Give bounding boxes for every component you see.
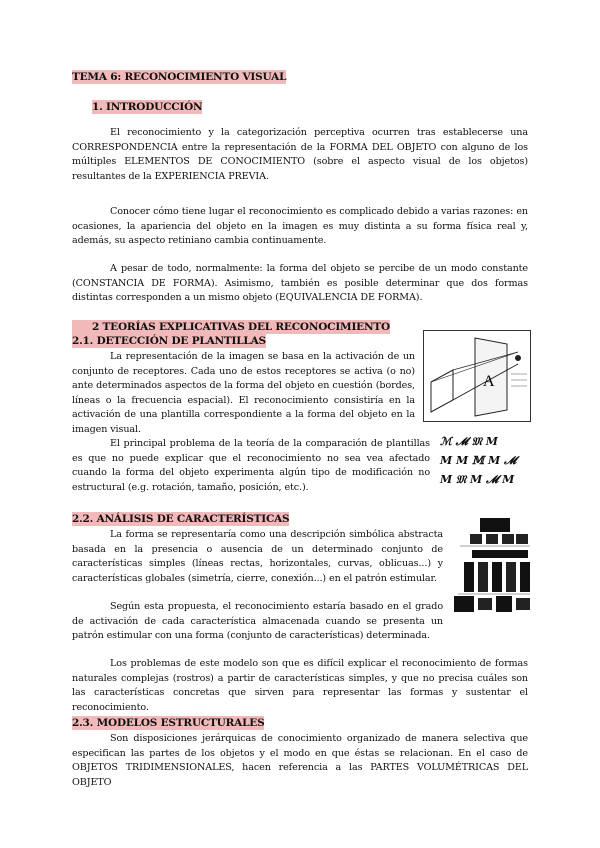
intro-paragraph-2-text: Conocer cómo tiene lugar el reconocimiento es complicado debido a varias razones: en ocasiones, la apariencia del objeto en la imagen es muy distinta a su forma física real y, además, su aspecto retiniano cambia continuamente. — [72, 206, 528, 246]
features-paragraph-1-text: La forma se representaría como una descripción simbólica abstracta basada en la presencia o ausencia de un determinado conjunto de características simples (líneas rectas, horizontales, curvas, oblicuas...) y características globales (simetría, cierre, conexión...) en el patrón estimular. — [72, 529, 443, 584]
templates-paragraph-1 — [72, 350, 415, 437]
section-2-3-heading: 2.3. MODELOS ESTRUCTURALES — [72, 717, 265, 729]
letter-variations-row: M 𝔐 M 𝓜 M — [440, 473, 515, 486]
features-paragraph-3 — [72, 657, 528, 715]
section-1-heading: 1. INTRODUCCIÓN — [92, 101, 203, 113]
section-2-heading: 2 TEORÍAS EXPLICATIVAS DEL RECONOCIMIENTO — [72, 320, 390, 334]
document-title: TEMA 6: RECONOCIMIENTO VISUAL — [72, 71, 287, 83]
features-paragraph-2 — [72, 600, 443, 644]
intro-paragraph-3 — [72, 262, 528, 306]
features-paragraph-2-text: Según esta propuesta, el reconocimiento estaría basado en el grado de activación de cada característica almacenada cuando se presenta un patrón estimular con una forma (conjunto de características) determinada. — [72, 601, 443, 641]
section-2-1-heading: 2.1. DETECCIÓN DE PLANTILLAS — [72, 335, 266, 347]
intro-paragraph-1 — [72, 126, 528, 184]
feature-analysis-figure — [450, 516, 532, 616]
features-paragraph-3-text: Los problemas de este modelo son que es difícil explicar el reconocimiento de formas naturales complejas (rostros) a partir de características simples, y que no precisa cuáles son las características concretas que sirven para representar las formas y sustentar el reconocimiento. — [72, 658, 528, 713]
templates-paragraph-2-text: El principal problema de la teoría de la comparación de plantillas es que no puede explicar que el reconocimiento no sea vea afectado cuando la forma del objeto experimenta algún tipo de modificación no estructural (e.g. rotación, tamaño, posición, etc.). — [72, 438, 430, 493]
features-paragraph-1 — [72, 528, 443, 586]
intro-paragraph-2 — [72, 205, 528, 249]
templates-paragraph-1-text: La representación de la imagen se basa en la activación de un conjunto de receptores. Cada uno de estos receptores se activa (o no) ante determinados aspectos de la forma del objeto en cuestión (bordes, líneas o la frecuencia espacial). El reconocimiento consistiría en la activación de una plantilla correspondiente a la forma del objeto en la imagen visual. — [72, 351, 415, 435]
intro-paragraph-1-text: El reconocimiento y la categorización perceptiva ocurren tras establecerse una CORRESPONDENCIA entre la representación de la FORMA DEL OBJETO con alguno de los múltiples ELEMENTOS DE CONOCIMIENTO (sobre el aspecto visual de los objetos) resultantes de la EXPERIENCIA PREVIA. — [72, 127, 528, 182]
figure-letter: A — [483, 373, 495, 390]
letter-variations-row: ℳ 𝓜 𝔐 M — [440, 435, 498, 448]
structural-paragraph-1 — [72, 732, 528, 790]
intro-paragraph-3-text: A pesar de todo, normalmente: la forma del objeto se percibe de un modo constante (CONSTANCIA DE FORMA). Asimismo, también es posible determinar que dos formas distintas corresponden a un mismo objeto (EQUIVALENCIA DE FORMA). — [72, 263, 528, 303]
structural-paragraph-1-text: Son disposiciones jerárquicas de conocimiento organizado de manera selectiva que especifican las partes de los objetos y el modo en que éstas se relacionan. En el caso de OBJETOS TRIDIMENSIONALES, hacen referencia a las PARTES VOLUMÉTRICAS DEL OBJETO — [72, 733, 528, 788]
template-projection-figure — [423, 330, 531, 422]
letter-variations-figure — [440, 432, 532, 489]
letter-variations-row: M M 𝕄 M 𝓜 — [440, 454, 517, 467]
section-2-2-heading: 2.2. ANÁLISIS DE CARACTERÍSTICAS — [72, 513, 290, 525]
templates-paragraph-2 — [72, 437, 430, 495]
